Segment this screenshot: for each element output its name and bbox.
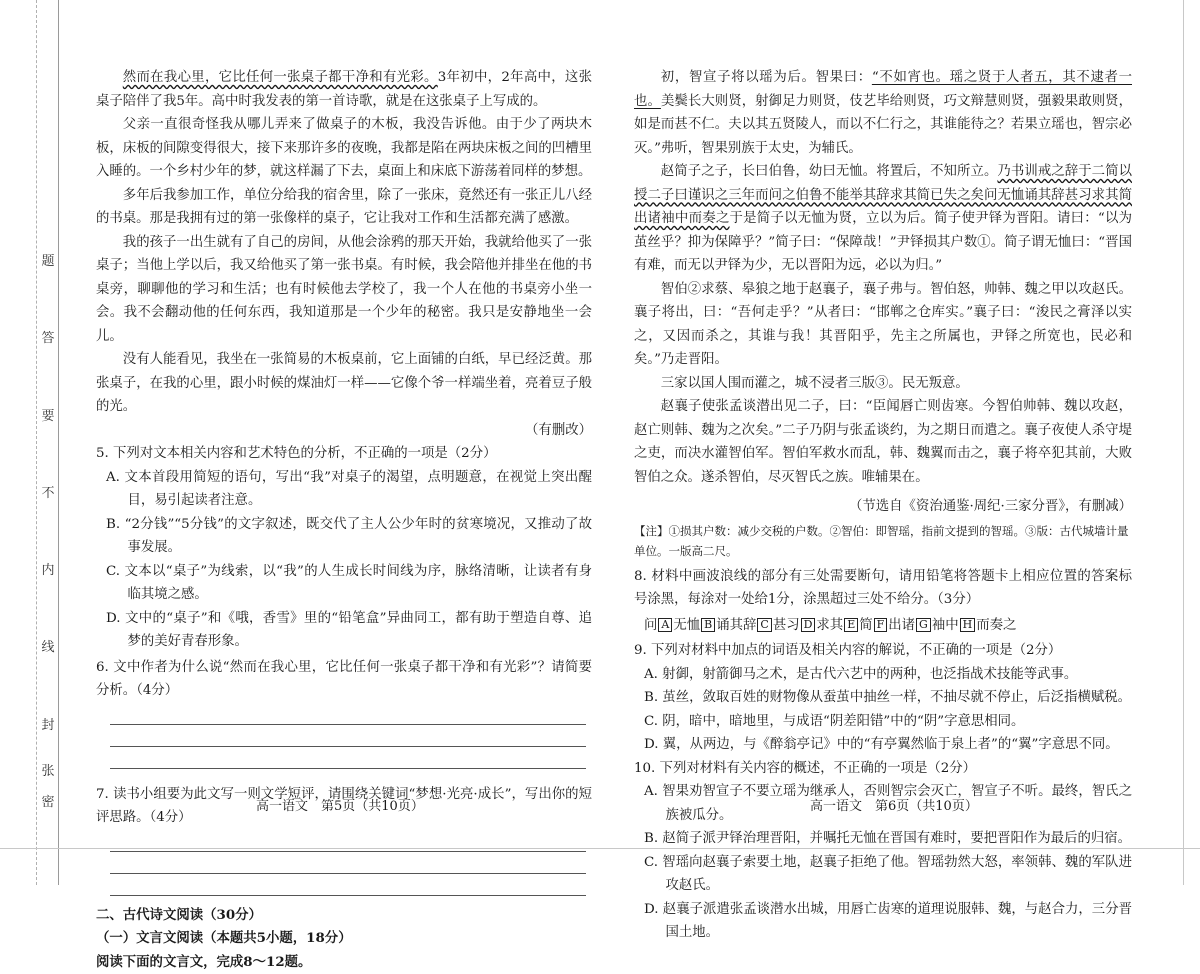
question-9-option-d: D. 翼，从两边，与《醉翁亭记》中的“有亭翼然临于泉上者”的“翼”字意思不同。: [644, 733, 1132, 757]
question-7-stem: 7. 读书小组要为此文写一则文学短评，请围绕关键词“梦想·光亮·成长”，写出你的短评思路。（4分）: [96, 783, 592, 830]
classical-paragraph-1: [634, 66, 1132, 160]
question-8-stem: 8. 材料中画波浪线的部分有三处需要断句，请用铅笔将答题卡上相应位置的答案标号涂黑，每涂对一处给1分，涂黑超过三处不给分。（3分）: [634, 565, 1132, 612]
seal-word: 内: [40, 559, 56, 578]
answer-line[interactable]: [110, 725, 586, 747]
answer-box-e[interactable]: E: [844, 618, 858, 632]
answer-box-c[interactable]: C: [757, 618, 771, 632]
question-5-option-a: A. 文本首段用简短的语句，写出“我”对桌子的渴望，点明题意，在视觉上突出醒目，易引起读者注意。: [106, 466, 592, 513]
answer-box-g[interactable]: G: [916, 618, 931, 632]
question-10-option-b: B. 赵简子派尹铎治理晋阳，并嘱托无恤在晋国有难时，要把晋阳作为最后的归宿。: [644, 827, 1132, 851]
right-edge-rule: [1183, 0, 1184, 885]
passage-paragraph-5: 没有人能看见，我坐在一张简易的木板桌前，它上面铺的白纸，早已经泛黄。那张桌子，在我的心里，跟小时候的煤油灯一样——它像个爷一样端坐着，亮着豆子般的光。: [96, 348, 592, 419]
p1-post: 美鬓长大则贤，射御足力则贤，伎艺毕给则贤，巧文辩慧则贤，强毅果敢则贤，如是而甚不仁。夫以其五贤陵人，而以不仁行之，其谁能待之？若果立瑶也，智宗必灭。”弗听，智果别族于太史，为辅氏。: [634, 94, 1132, 156]
segment-text: 求其: [816, 618, 843, 633]
question-5-stem: 5. 下列对文本相关内容和艺术特色的分析，不正确的一项是（2分）: [96, 442, 592, 466]
answer-line[interactable]: [110, 852, 586, 874]
segment-text: 甚习: [773, 618, 800, 633]
answer-box-b[interactable]: B: [701, 618, 715, 632]
question-9-option-b: B. 茧丝，敛取百姓的财物像从蚕茧中抽丝一样，不抽尽就不停止，后泛指横赋税。: [644, 686, 1132, 710]
segment-text: 简: [859, 618, 872, 633]
seal-word: 题: [40, 250, 56, 269]
question-9-stem: 9. 下列对材料中加点的词语及相关内容的解说，不正确的一项是（2分）: [634, 639, 1132, 663]
reading-instruction: 阅读下面的文言文，完成8～12题。: [96, 951, 592, 974]
seal-word: 封: [40, 714, 56, 733]
question-10-stem: 10. 下列对材料有关内容的概述，不正确的一项是（2分）: [634, 757, 1132, 781]
answer-box-f[interactable]: F: [874, 618, 888, 632]
question-8-segment-boxes: [644, 614, 1132, 638]
question-9-option-c: C. 阴，暗中，暗地里，与成语“阴差阳错”中的“阴”字意思相同。: [644, 710, 1132, 734]
seal-word: 答: [40, 327, 56, 346]
p2-pre: 赵简子之子，长曰伯鲁，幼曰无恤。将置后，不知所立。: [661, 164, 998, 179]
question-10-option-c: C. 智瑶向赵襄子索要土地，赵襄子拒绝了他。智瑶勃然大怒，率领韩、魏的军队进攻赵氏。: [644, 851, 1132, 898]
page-footer-right: 高一语文 第6页（共10页）: [810, 795, 978, 814]
footnote: 【注】①损其户数：减少交税的户数。②智伯：即智瑶，指前文提到的智瑶。③版：古代城墙计量单位。一版高二尺。: [634, 521, 1132, 561]
first-sentence: 然而在我心里，它比任何一张桌子都干净和有光彩。: [123, 70, 438, 85]
subsection-title: （一）文言文阅读（本题共5小题，18分）: [96, 927, 592, 951]
answer-line[interactable]: [110, 747, 586, 769]
seal-bottom-label: [40, 760, 56, 779]
seal-dashed-line: [36, 0, 37, 885]
question-5-option-d: D. 文中的“桌子”和《哦，香雪》里的“铅笔盒”异曲同工，都有助于塑造自尊、追梦的美好青春形象。: [106, 607, 592, 654]
para1-rest: 3年初中，2年高中，这张桌子陪伴了我5年。高中时我发表的第一首诗歌，就是在这张桌子上写成的。: [96, 70, 592, 109]
p1-underlined: “不如宵也。瑶之贤于人者五，其不逮者一也。: [634, 70, 1132, 109]
question-6-stem: 6. 文中作者为什么说“然而在我心里，它比任何一张桌子都干净和有光彩”？请简要分析。（4分）: [96, 656, 592, 703]
classical-source: （节选自《资治通鉴·周纪·三家分晋》，有删减）: [634, 495, 1132, 519]
answer-line[interactable]: [110, 703, 586, 725]
passage-paragraph-3: 多年后我参加工作，单位分给我的宿舍里，除了一张床，竟然还有一张正儿八经的书桌。那是我拥有过的第一张像样的桌子，它让我对工作和生活都充满了感激。: [96, 184, 592, 231]
answer-box-a[interactable]: A: [658, 618, 672, 632]
source-note: （有删改）: [96, 419, 592, 443]
question-5-option-c: C. 文本以“桌子”为线索，以“我”的人生成长时间线为序，脉络清晰，让读者有身临其境之感。: [106, 560, 592, 607]
seal-word: 不: [40, 482, 56, 501]
seal-word: 密: [40, 791, 56, 810]
p2-wavy-segment: 乃书训戒之辞于二简以授二子曰谨识之三年而问之伯鲁不能举其辞求其简已失之矣问无恤诵其辞甚习求其简出诸袖中而奏之: [634, 164, 1132, 226]
passage-paragraph-4: 我的孩子一出生就有了自己的房间，从他会涂鸦的那天开始，我就给他买了一张桌子；当他上学以后，我又给他买了第一张书桌。有时候，我会陪他并排坐在他的书桌旁，聊聊他的学习和生活；也有时候他去学校了，我一个人在他的书桌旁小坐一会。我不会翻动他的任何东西，我知道那是一个少年的秘密。我只是安静地坐一会儿。: [96, 231, 592, 349]
bottom-rule: [0, 848, 1200, 849]
p2-post: 于是简子以无恤为贤，立以为后。简子使尹铎为晋阳。请曰：“以为茧丝乎？抑为保障乎？”简子曰：“保障哉！”尹铎损其户数①。简子谓无恤曰：“晋国有难，而无以尹铎为少，无以晋阳为远，必以为归。”: [634, 211, 1132, 273]
question-10-option-d: D. 赵襄子派遣张孟谈潜水出城，用唇亡齿寒的道理说服韩、魏，与赵合力，三分晋国土地。: [644, 898, 1132, 945]
classical-paragraph-3: 智伯②求蔡、皋狼之地于赵襄子，襄子弗与。智伯怒，帅韩、魏之甲以攻赵氏。襄子将出，曰：“吾何走乎？”从者曰：“邯郸之仓库实。”襄子曰：“浚民之膏泽以实之，又因而杀之，其谁与我！其晋阳乎，先主之所属也，尹铎之所宽也，民必和矣。”乃走晋阳。: [634, 278, 1132, 372]
seal-word: 线: [40, 636, 56, 655]
segment-text: 诵其辞: [716, 618, 756, 633]
left-page: [96, 66, 592, 974]
passage-paragraph-1: [96, 66, 592, 113]
seal-word: 张: [41, 764, 54, 779]
classical-paragraph-4: 三家以国人围而灌之，城不浸者三版③。民无叛意。: [634, 372, 1132, 396]
segment-text: 无恤: [673, 618, 700, 633]
segment-text: 袖中: [932, 618, 959, 633]
seal-line-words: [40, 250, 56, 810]
answer-box-h[interactable]: H: [960, 618, 976, 632]
page-footer-left: 高一语文 第5页（共10页）: [256, 795, 424, 814]
p1-pre: 初，智宣子将以瑶为后。智果曰：: [661, 70, 872, 85]
answer-box-d[interactable]: D: [801, 618, 816, 632]
segment-text: 而奏之: [976, 618, 1016, 633]
segment-text: 出诸: [888, 618, 915, 633]
question-5-option-b: B. “2分钱”“5分钱”的文字叙述，既交代了主人公少年时的贫寒境况，又推动了故事发展。: [106, 513, 592, 560]
section-title: 二、古代诗文阅读（30分）: [96, 904, 592, 928]
seal-word: 要: [40, 405, 56, 424]
classical-paragraph-2: [634, 160, 1132, 278]
classical-paragraph-5: 赵襄子使张孟谈潜出见二子，曰：“臣闻唇亡则齿寒。今智伯帅韩、魏以攻赵，赵亡则韩、魏为之次矣。”二子乃阴与张孟谈约，为之期日而遣之。襄子夜使人杀守堤之吏，而决水灌智伯军。智伯军救水而乱，韩、魏翼而击之，襄子将卒犯其前，大败智伯之众。遂杀智伯，尽灭智氏之族。唯辅果在。: [634, 395, 1132, 489]
passage-paragraph-2: 父亲一直很奇怪我从哪儿弄来了做桌子的木板，我没告诉他。由于少了两块木板，床板的间隙变得很大，接下来那许多的夜晚，我都是陷在两块床板之间的凹槽里入睡的。一个乡村少年的梦，就这样漏了下去，桌面上和床底下游荡着同样的梦想。: [96, 113, 592, 184]
question-10-option-a: A. 智果劝智宣子不要立瑶为继承人，否则智宗会灭亡，智宣子不听。最终，智氏之族被瓜分。: [644, 780, 1132, 827]
question-9-option-a: A. 射御，射箭御马之术，是古代六艺中的两种，也泛指战术技能等武事。: [644, 663, 1132, 687]
segment-text: 问: [644, 618, 657, 633]
